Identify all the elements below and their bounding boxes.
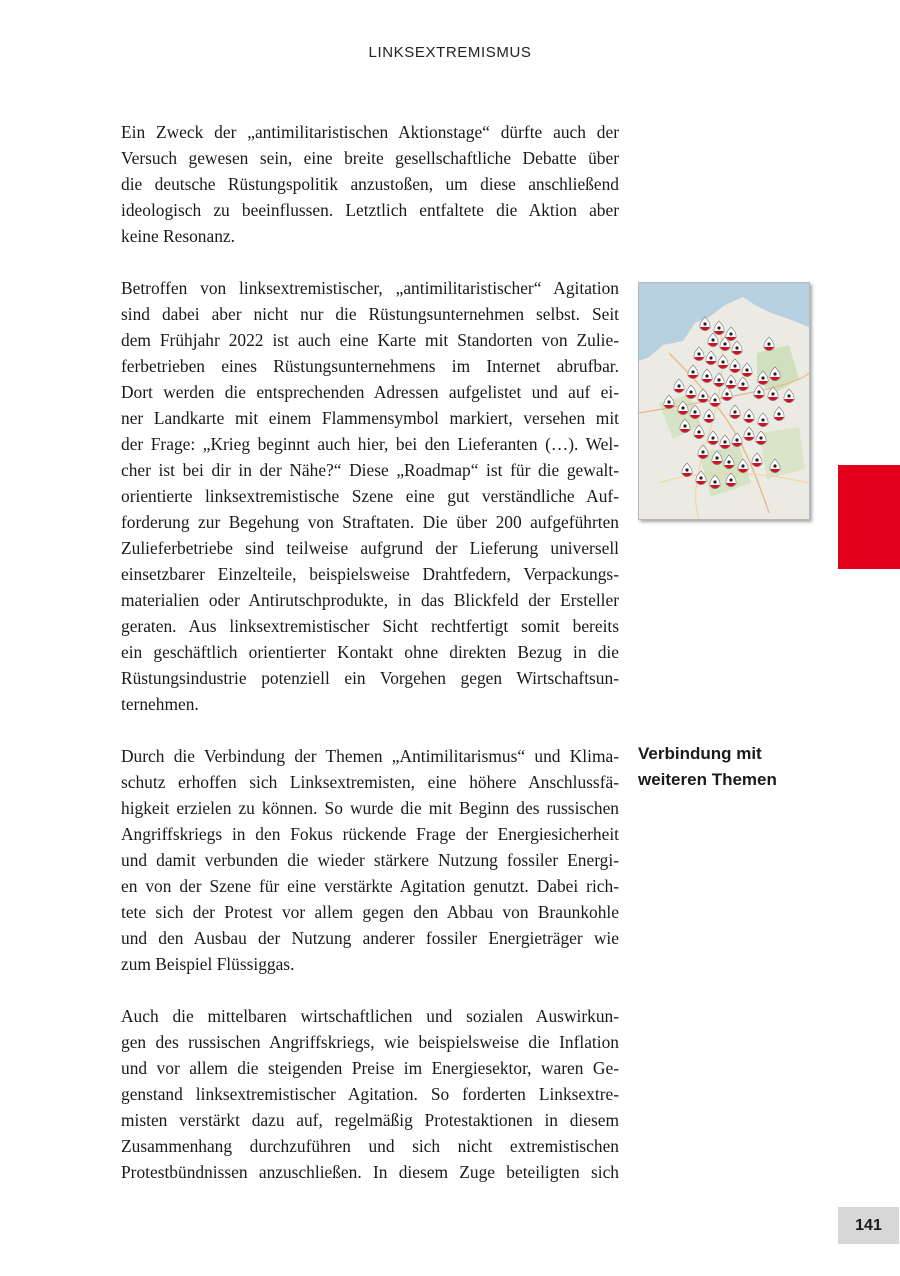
text-line: schutz erhoffen sich Linksextremisten, eine höhere Anschlussfä- [121,772,619,792]
text-line: Zusammenhang durchzuführen und sich nicht extremistischen [121,1136,619,1156]
text-line: zum Beispiel Flüssiggas. [121,954,295,974]
text-line: Angriffskriegs in den Fokus rückende Frage der Energiesicherheit [121,824,619,844]
text-line: dem Frühjahr 2022 ist auch eine Karte mit Standorten von Zulie- [121,330,619,350]
text-line: sind dabei aber nicht nur die Rüstungsunternehmen selbst. Seit [121,304,619,324]
text-line: Versuch gewesen sein, eine breite gesellschaftliche Debatte über [121,148,619,168]
body-text [121,119,619,1211]
margin-heading-line: weiteren Themen [638,770,777,789]
text-line: Durch die Verbindung der Themen „Antimilitarismus“ und Klima- [121,746,619,766]
text-line: keine Resonanz. [121,226,235,246]
text-line: und damit verbunden die wieder stärkere Nutzung fossiler Energi- [121,850,619,870]
text-line: forderung zur Begehung von Straftaten. Die über 200 aufgeführten [121,512,619,532]
text-line: ideologisch zu beeinflussen. Letztlich entfaltete die Aktion aber [121,200,619,220]
text-line: gen des russischen Angriffskriegs, wie beispielsweise die Inflation [121,1032,619,1052]
margin-heading [638,741,828,793]
text-line: higkeit erzielen zu können. So wurde die mit Beginn des russischen [121,798,619,818]
text-line: en von der Szene für eine verstärkte Agitation genutzt. Dabei rich- [121,876,619,896]
text-line: und den Ausbau der Nutzung anderer fossiler Energieträger wie [121,928,619,948]
text-line: ferbetrieben eines Rüstungsunternehmens im Internet abrufbar. [121,356,619,376]
text-line: ternehmen. [121,694,199,714]
paragraph-4 [121,1003,619,1185]
running-title: LINKSEXTREMISMUS [368,44,532,61]
text-line: Dort werden die entsprechenden Adressen aufgelistet und auf ei- [121,382,619,402]
text-line: Protestbündnissen anzuschließen. In diesem Zuge beteiligten sich [121,1162,619,1182]
text-line: materialien oder Antirutschprodukte, in das Blickfeld der Ersteller [121,590,619,610]
text-line: die deutsche Rüstungspolitik anzustoßen, um diese anschließend [121,174,619,194]
text-line: und vor allem die steigenden Preise im Energiesektor, waren Ge- [121,1058,619,1078]
text-line: Auch die mittelbaren wirtschaftlichen und sozialen Auswirkun- [121,1006,619,1026]
text-line: ner Landkarte mit einem Flammensymbol markiert, versehen mit [121,408,619,428]
text-line: Betroffen von linksextremistischer, „antimilitaristischer“ Agitation [121,278,619,298]
text-line: Rüstungsindustrie potenziell ein Vorgehen gegen Wirtschaftsun- [121,668,619,688]
paragraph-3 [121,743,619,977]
text-line: einsetzbarer Einzelteile, beispielsweise Drahtfedern, Verpackungs- [121,564,619,584]
paragraph-2 [121,275,619,717]
text-line: cher ist bei dir in der Nähe?“ Diese „Roadmap“ ist für die gewalt- [121,460,619,480]
text-line: der Frage: „Krieg beginnt auch hier, bei den Lieferanten (…). Wel- [121,434,619,454]
map-figure [638,282,810,520]
page-number: 141 [838,1207,899,1244]
text-line: Ein Zweck der „antimilitaristischen Aktionstage“ dürfte auch der [121,122,619,142]
text-line: ein geschäftlich orientierter Kontakt ohne direkten Bezug in die [121,642,619,662]
chapter-tab-marker [838,465,900,569]
germany-map-image [639,283,809,519]
text-line: Zulieferbetriebe sind teilweise aufgrund der Lieferung universell [121,538,619,558]
paragraph-1 [121,119,619,249]
margin-heading-line: Verbindung mit [638,744,762,763]
text-line: geraten. Aus linksextremistischer Sicht rechtfertigt somit bereits [121,616,619,636]
text-line: orientierte linksextremistische Szene eine gut verständliche Auf- [121,486,619,506]
text-line: misten verstärkt dazu auf, regelmäßig Protestaktionen in diesem [121,1110,619,1130]
text-line: tete sich der Protest vor allem gegen den Abbau von Braunkohle [121,902,619,922]
text-line: genstand linksextremistischer Agitation. So forderten Linksextre- [121,1084,619,1104]
